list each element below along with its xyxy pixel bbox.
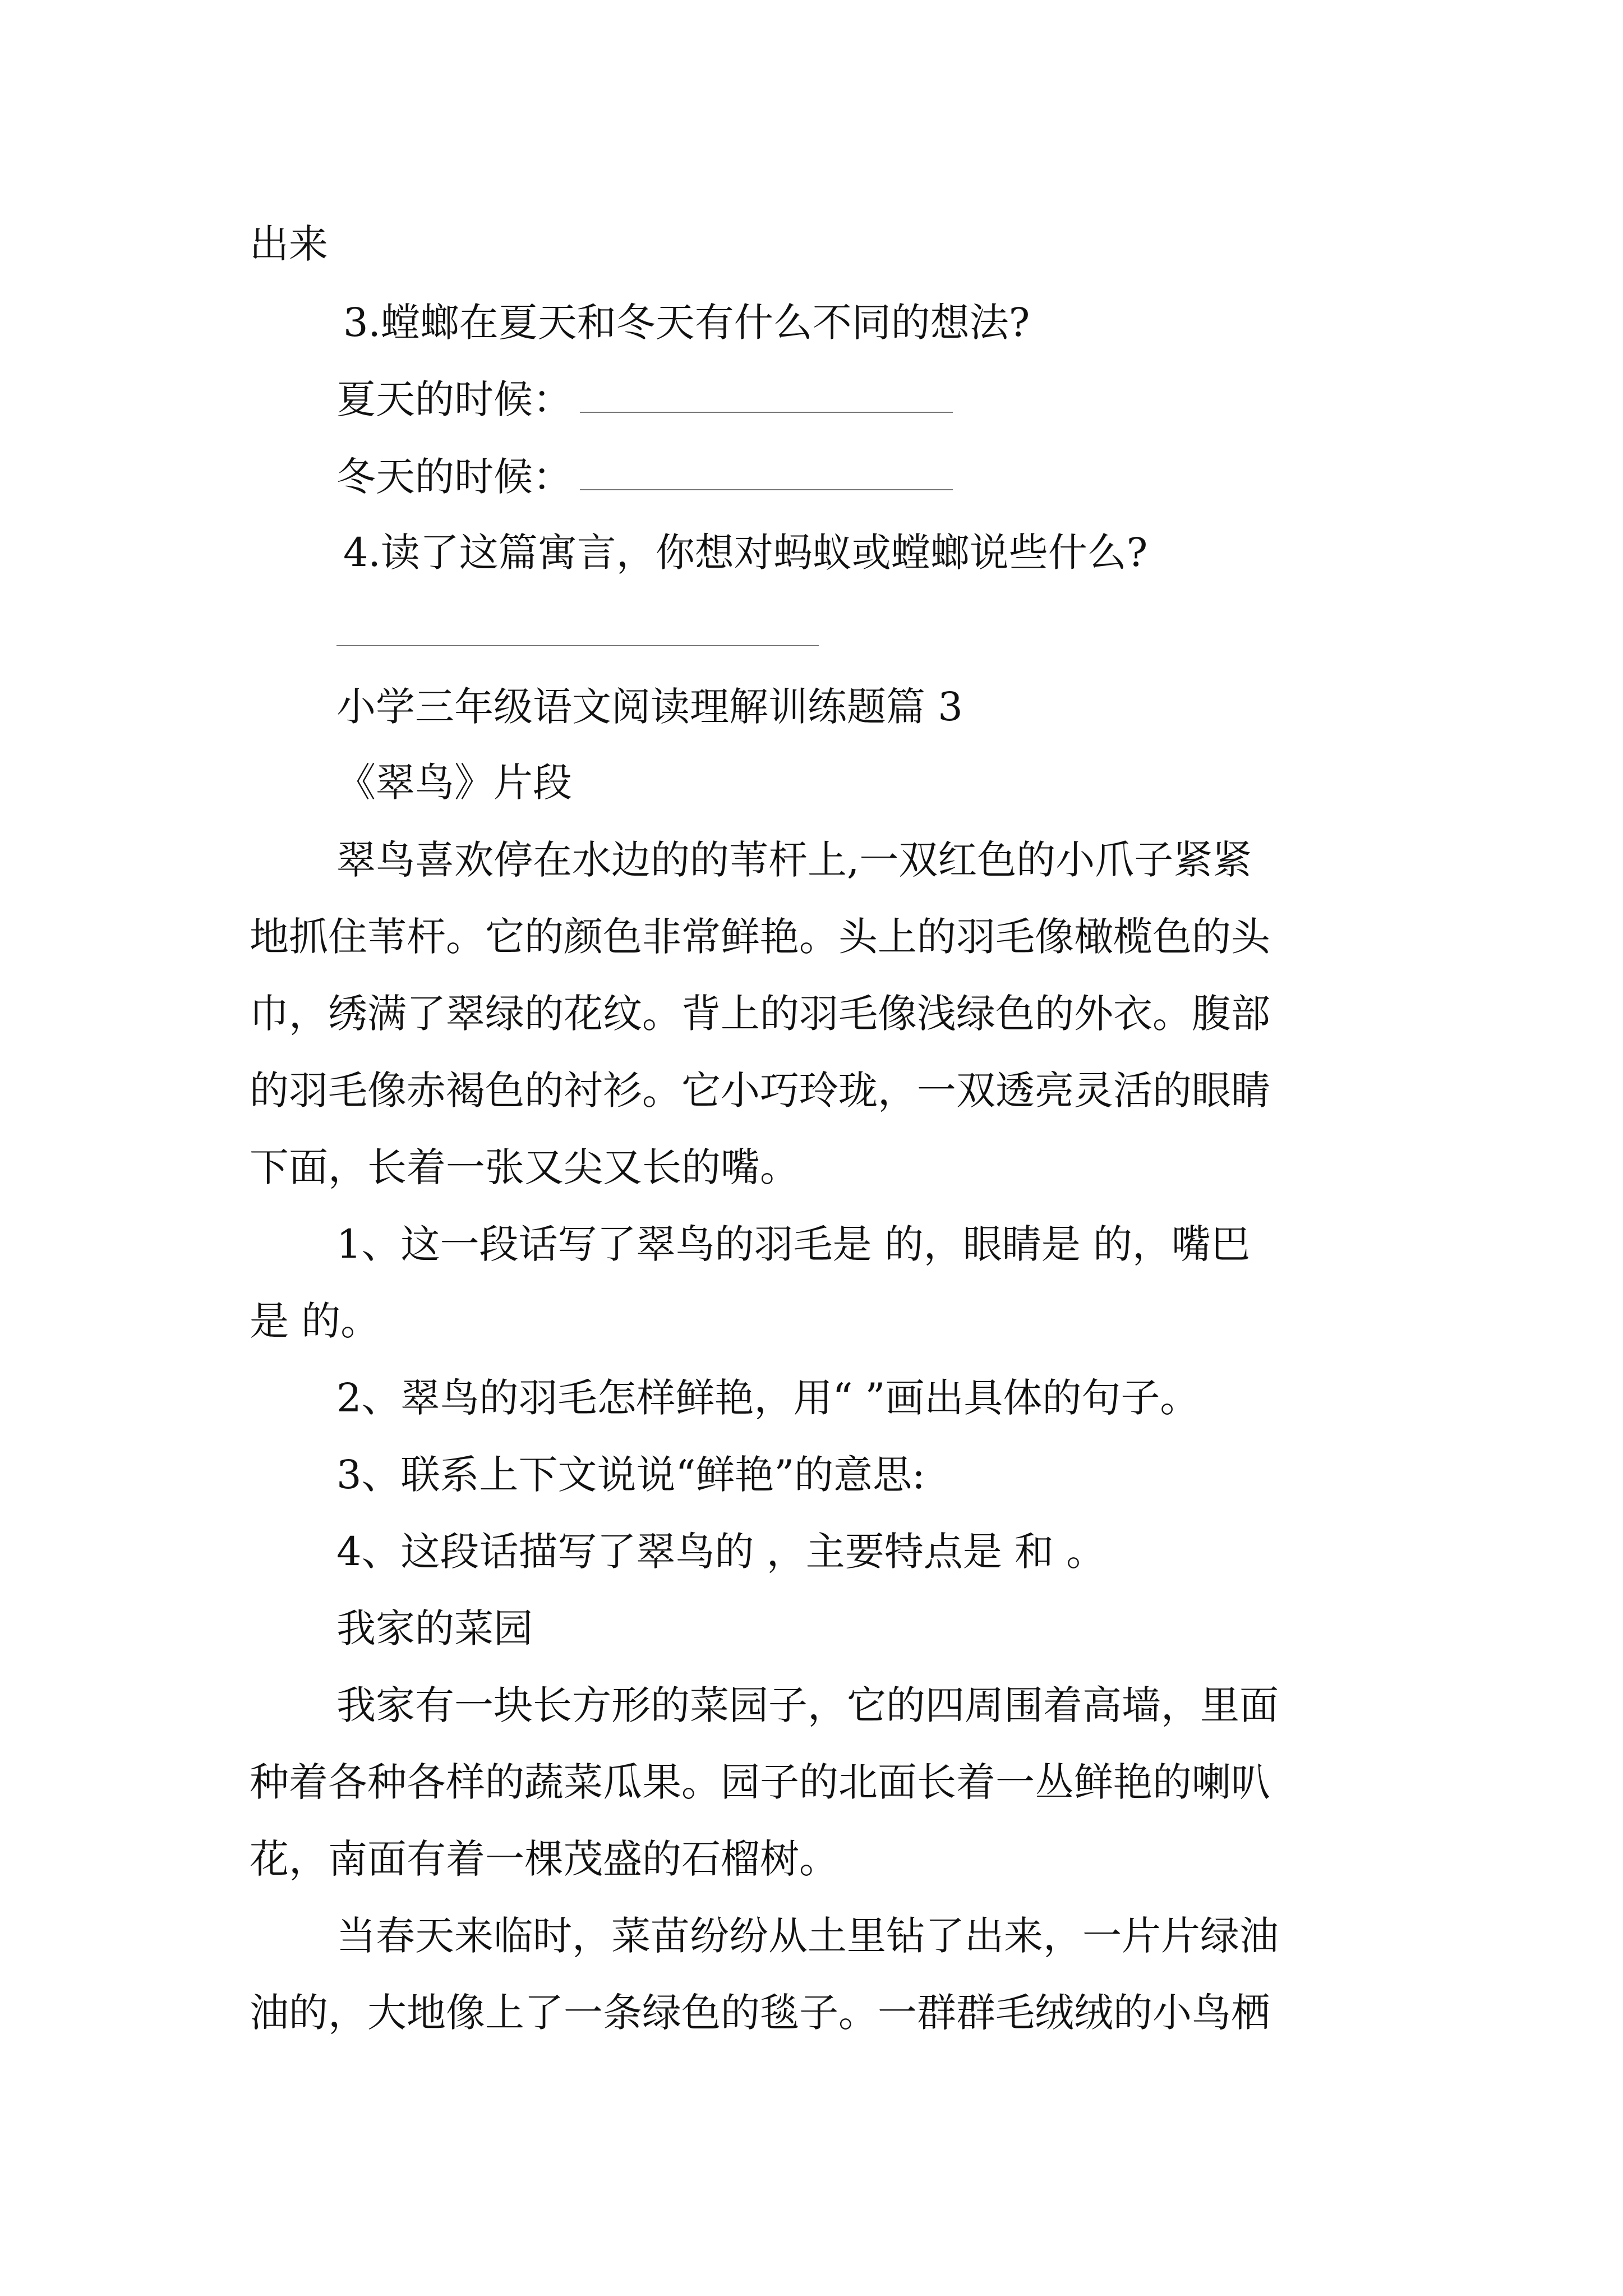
passage1-line: 翠鸟喜欢停在水边的的苇杆上,一双红色的小爪子紧紧 <box>336 837 1252 883</box>
passage2-line: 花，南面有着一棵茂盛的石榴树。 <box>250 1836 838 1882</box>
question-4: 4.读了这篇寓言，你想对蚂蚁或螳螂说些什么? <box>343 530 1148 576</box>
passage2-line: 油的，大地像上了一条绿色的毯子。一群群毛绒绒的小鸟栖 <box>250 1990 1270 2036</box>
winter-answer-blank[interactable] <box>580 450 953 490</box>
passage1-question-3: 3、联系上下文说说“鲜艳”的意思: <box>336 1452 925 1498</box>
passage2-title: 我家的菜园 <box>336 1605 533 1651</box>
passage1-line: 地抓住苇杆。它的颜色非常鲜艳。头上的羽毛像橄榄色的头 <box>250 914 1270 960</box>
passage1-line: 下面，长着一张又尖又长的嘴。 <box>250 1144 799 1190</box>
passage1-question-1: 1、这一段话写了翠鸟的羽毛是 的，眼睛是 的，嘴巴 <box>336 1221 1251 1267</box>
passage2-line: 我家有一块长方形的菜园子，它的四周围着高墙，里面 <box>336 1682 1279 1728</box>
summer-answer-row <box>336 371 1481 427</box>
passage1-line: 的羽毛像赤褐色的衬衫。它小巧玲珑，一双透亮灵活的眼睛 <box>250 1068 1270 1114</box>
passage1-title: 《翠鸟》片段 <box>336 760 572 806</box>
winter-label: 冬天的时候： <box>336 454 572 500</box>
passage1-line: 巾，绣满了翠绿的花纹。背上的羽毛像浅绿色的外衣。腹部 <box>250 991 1270 1037</box>
passage1-question-4: 4、这段话描写了翠鸟的 ，主要特点是 和 。 <box>336 1529 1106 1575</box>
passage2-line: 当春天来临时，菜苗纷纷从土里钻了出来，一片片绿油 <box>336 1913 1279 1959</box>
passage1-question-1-cont: 是 的。 <box>250 1298 380 1344</box>
passage1-question-2: 2、翠鸟的羽毛怎样鲜艳，用“ ”画出具体的句子。 <box>336 1375 1200 1421</box>
question-4-answer-blank[interactable] <box>336 645 819 646</box>
continuation-text: 出来 <box>250 221 328 267</box>
passage2-line: 种着各种各样的蔬菜瓜果。园子的北面长着一丛鲜艳的喇叭 <box>250 1759 1270 1805</box>
section-title: 小学三年级语文阅读理解训练题篇 3 <box>336 684 963 730</box>
winter-answer-row <box>336 449 1481 505</box>
summer-answer-blank[interactable] <box>580 372 953 413</box>
summer-label: 夏天的时候： <box>336 376 572 422</box>
question-3: 3.螳螂在夏天和冬天有什么不同的想法? <box>343 300 1030 346</box>
